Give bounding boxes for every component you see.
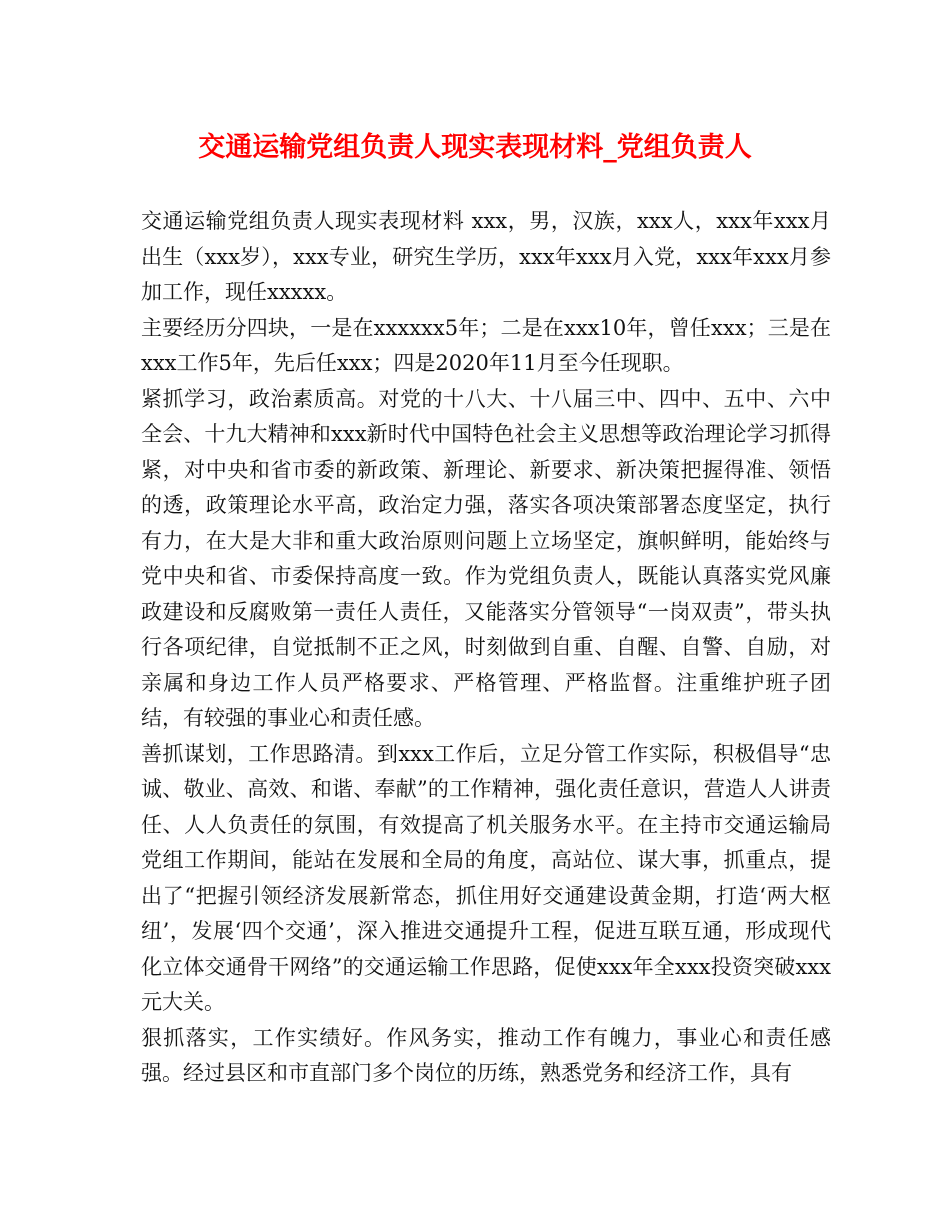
document-body (141, 204, 831, 1092)
paragraph-political-quality: 紧抓学习，政治素质高。对党的十八大、十八届三中、四中、五中、六中全会、十九大精神和xxx新时代中国特色社会主义思想等政治理论学习抓得紧，对中央和省市委的新政策、新理论、新要求、新决策把握得准、领悟的透，政策理论水平高，政治定力强，落实各项决策部署态度坚定，执行有力，在大是大非和重大政治原则问题上立场坚定，旗帜鲜明，能始终与党中央和省、市委保持高度一致。作为党组负责人，既能认真落实党风廉政建设和反腐败第一责任人责任，又能落实分管领导“一岗双责”，带头执行各项纪律，自觉抵制不正之风，时刻做到自重、自醒、自警、自励，对亲属和身边工作人员严格要求、严格管理、严格监督。注重维护班子团结，有较强的事业心和责任感。 (141, 386, 831, 730)
paragraph-main-experience: 主要经历分四块，一是在xxxxxx5年；二是在xxx10年，曾任xxx；三是在xxx工作5年，先后任xxx；四是2020年11月至今任现职。 (141, 315, 831, 375)
paragraph-work-planning: 善抓谋划，工作思路清。到xxx工作后，立足分管工作实际，积极倡导“忠诚、敬业、高效、和谐、奉献”的工作精神，强化责任意识，营造人人讲责任、人人负责任的氛围，有效提高了机关服务水平。在主持市交通运输局党组工作期间，能站在发展和全局的角度，高站位、谋大事，抓重点，提出了“把握引领经济发展新常态，抓住用好交通建设黄金期，打造‘两大枢纽’，发展‘四个交通’，深入推进交通提升工程，促进互联互通，形成现代化立体交通骨干网络”的交通运输工作思路，促使xxx年全xxx投资突破xxx元大关。 (141, 741, 831, 1014)
paragraph-work-results: 狠抓落实，工作实绩好。作风务实，推动工作有魄力，事业心和责任感强。经过县区和市直部门多个岗位的历练，熟悉党务和经济工作，具有 (141, 1025, 831, 1085)
paragraph-personal-info: 交通运输党组负责人现实表现材料 xxx，男，汉族，xxx人，xxx年xxx月出生（xxx岁），xxx专业，研究生学历，xxx年xxx月入党，xxx年xxx月参加工作，现任xxxxx。 (141, 209, 831, 304)
document-title: 交通运输党组负责人现实表现材料_党组负责人 (198, 132, 752, 163)
